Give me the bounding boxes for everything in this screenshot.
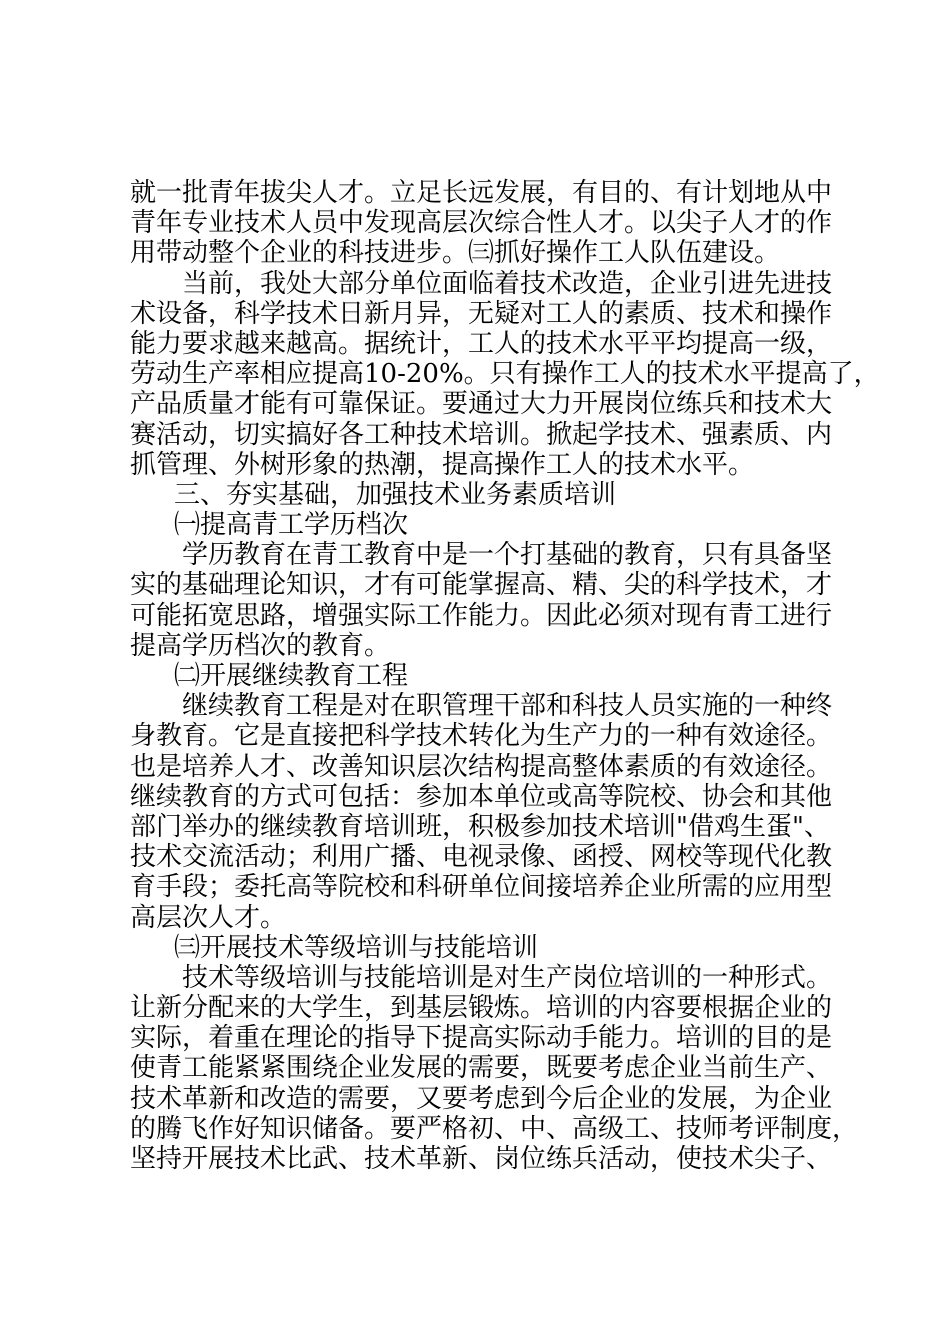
- paragraph: [130, 540, 833, 661]
- text-line: 学历教育在青工教育中是一个打基础的教育，只有具备坚: [182, 540, 833, 571]
- text-line: 身教育。它是直接把科学技术转化为生产力的一种有效途径。: [130, 721, 833, 752]
- text-line: 让新分配来的大学生，到基层锻炼。培训的内容要根据企业的: [130, 993, 833, 1024]
- text-line: 技术革新和改造的需要，又要考虑到今后企业的发展，为企业: [130, 1083, 833, 1114]
- text-line: 技术交流活动；利用广播、电视录像、函授、网校等现代化教: [130, 842, 833, 873]
- text-line: 继续教育工程是对在职管理干部和科技人员实施的一种终: [182, 691, 833, 722]
- text-line: 坚持开展技术比武、技术革新、岗位练兵活动，使技术尖子、: [130, 1144, 833, 1174]
- heading-line: ㈠提高青工学历档次: [174, 510, 409, 541]
- text-line: 当前，我处大部分单位面临着技术改造，企业引进先进技: [182, 268, 833, 299]
- text-line: 青年专业技术人员中发现高层次综合性人才。以尖子人才的作: [130, 208, 833, 239]
- section-heading: [130, 480, 830, 510]
- subsection-heading: [130, 510, 830, 540]
- text-line: 能力要求越来越高。据统计，工人的技术水平平均提高一级，: [130, 328, 833, 359]
- text-line: 部门举办的继续教育培训班，积极参加技术培训"借鸡生蛋"、: [130, 811, 830, 842]
- text-line: 继续教育的方式可包括：参加本单位或高等院校、协会和其他: [130, 781, 833, 812]
- text-line: 用带动整个企业的科技进步。㈢抓好操作工人队伍建设。: [130, 238, 781, 269]
- paragraph: [130, 962, 859, 1174]
- text-line: 提高学历档次的教育。: [130, 630, 391, 661]
- paragraph: [130, 268, 880, 480]
- subsection-heading: [130, 933, 830, 963]
- text-line: 就一批青年拔尖人才。立足长远发展，有目的、有计划地从中: [130, 178, 833, 208]
- text-line: 实的基础理论知识，才有可能掌握高、精、尖的科学技术，才: [130, 570, 833, 601]
- text-line: 产品质量才能有可靠保证。要通过大力开展岗位练兵和技术大: [130, 389, 833, 420]
- heading-line: 三、夯实基础，加强技术业务素质培训: [174, 479, 617, 510]
- text-line: 赛活动，切实搞好各工种技术培训。掀起学技术、强素质、内: [130, 419, 833, 450]
- text-line: 使青工能紧紧围绕企业发展的需要，既要考虑企业当前生产、: [130, 1053, 833, 1084]
- document-page: [130, 178, 880, 1174]
- text-line: 术设备，科学技术日新月异，无疑对工人的素质、技术和操作: [130, 298, 833, 329]
- text-line: 劳动生产率相应提高10-20%。只有操作工人的技术水平提高了，: [130, 359, 880, 390]
- text-line: 技术等级培训与技能培训是对生产岗位培训的一种形式。: [182, 962, 833, 993]
- heading-line: ㈢开展技术等级培训与技能培训: [174, 932, 539, 963]
- text-line: 抓管理、外树形象的热潮，提高操作工人的技术水平。: [130, 449, 755, 480]
- heading-line: ㈡开展继续教育工程: [174, 661, 409, 691]
- text-line: 实际，着重在理论的指导下提高实际动手能力。培训的目的是: [130, 1023, 833, 1054]
- text-line: 的腾飞作好知识储备。要严格初、中、高级工、技师考评制度，: [130, 1113, 859, 1144]
- subsection-heading: [130, 661, 830, 691]
- paragraph: [130, 691, 833, 933]
- text-line: 也是培养人才、改善知识层次结构提高整体素质的有效途径。: [130, 751, 833, 782]
- text-line: 育手段；委托高等院校和科研单位间接培养企业所需的应用型: [130, 872, 833, 903]
- text-line: 可能拓宽思路，增强实际工作能力。因此必须对现有青工进行: [130, 600, 833, 631]
- paragraph: [130, 178, 833, 269]
- text-line: 高层次人才。: [130, 902, 287, 933]
